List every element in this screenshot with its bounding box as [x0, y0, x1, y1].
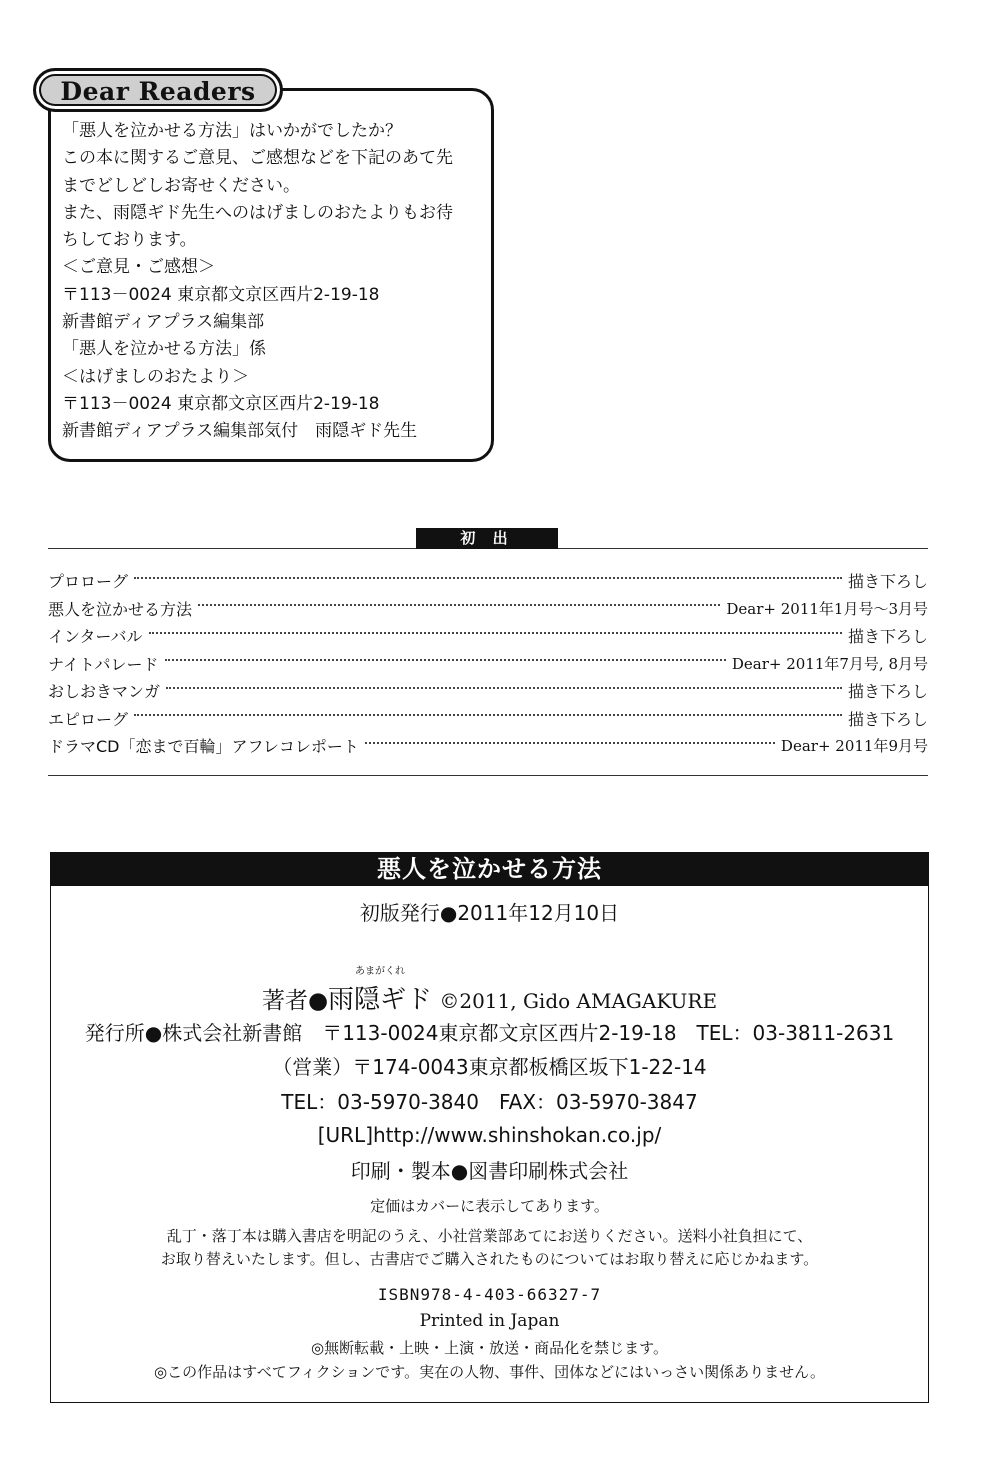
book-title: 悪人を泣かせる方法	[51, 853, 928, 886]
entry-source: 描き下ろし	[847, 709, 928, 729]
dear-readers-label: Dear Readers	[60, 77, 256, 106]
printed-in-japan: Printed in Japan	[419, 1311, 560, 1331]
entry-title: ドラマCD「恋まで百輪」アフレコレポート	[48, 737, 359, 757]
dear-readers-text	[62, 118, 492, 446]
isbn: ISBN978-4-403-66327-7	[377, 1285, 602, 1304]
entry-source: 描き下ろし	[847, 627, 928, 647]
copyright: ©2011, Gido AMAGAKURE	[439, 989, 718, 1013]
dot-leader	[165, 659, 726, 661]
author-line	[51, 966, 928, 1016]
dot-leader	[134, 714, 842, 716]
first-edition-date: 初版発行●2011年12月10日	[359, 901, 620, 925]
reader-line: この本に関するご意見、ご感想などを下記のあて先	[62, 148, 453, 169]
entry-source: Dear+ 2011年1月号～3月号	[726, 599, 928, 618]
reader-line: ＜ご意見・ご感想＞	[62, 257, 215, 278]
reader-line: 〒113－0024 東京都文京区西片2-19-18	[62, 284, 380, 305]
reader-line: 「悪人を泣かせる方法」係	[62, 339, 266, 360]
dot-leader	[365, 742, 775, 744]
entry-source: Dear+ 2011年9月号	[780, 737, 928, 756]
dot-leader	[134, 577, 842, 579]
colophon-box	[50, 852, 929, 1403]
author-ruby: あまがくれ	[355, 966, 406, 977]
reader-line: 〒113－0024 東京都文京区西片2-19-18	[62, 393, 380, 414]
reader-line: ちしております。	[62, 230, 197, 251]
author-name: 雨隠ギド	[328, 985, 433, 1015]
first-appearance-row	[48, 705, 928, 733]
printer-line: 印刷・製本●図書印刷株式会社	[350, 1159, 629, 1183]
dot-leader	[166, 687, 842, 689]
entry-source: 描き下ろし	[847, 682, 928, 702]
website-url: [URL]http://www.shinshokan.co.jp/	[317, 1123, 662, 1147]
reader-line: また、雨隠ギド先生へのはげましのおたよりもお待	[62, 202, 453, 223]
first-appearance-row	[48, 650, 928, 678]
defect-note-1: 乱丁・落丁本は購入書店を明記のうえ、小社営業部あてにお送りください。送料小社負担にて、	[166, 1227, 813, 1245]
first-appearance-row	[48, 677, 928, 705]
reader-line: までどしどしお寄せください。	[62, 175, 300, 196]
author-label: 著者●	[261, 988, 329, 1014]
defect-note-2: お取り替えいたします。但し、古書店でご購入されたものについてはお取り替えに応じかねます。	[160, 1250, 819, 1268]
entry-source: Dear+ 2011年7月号, 8月号	[731, 654, 928, 673]
author-name-wrap	[328, 966, 433, 1016]
dear-readers-tab	[33, 68, 283, 112]
entry-source: 描き下ろし	[847, 572, 928, 592]
rights-notice-1: ◎無断転載・上映・上演・放送・商品化を禁じます。	[311, 1339, 668, 1357]
reader-line: ＜はげましのおたより＞	[62, 366, 249, 387]
first-appearance-heading: 初 出	[416, 528, 558, 549]
first-appearance-row	[48, 567, 928, 595]
publisher-line: 発行所●株式会社新書館 〒113-0024東京都文京区西片2-19-18 TEL：03-3811-2631	[84, 1021, 895, 1045]
first-appearance-list	[48, 567, 928, 760]
rights-notice-2: ◎この作品はすべてフィクションです。実在の人物、事件、団体などにはいっさい関係ありません。	[154, 1363, 825, 1381]
entry-title: エピローグ	[48, 709, 129, 729]
first-appearance-row	[48, 622, 928, 650]
tel-fax-line: TEL：03-5970-3840 FAX：03-5970-3847	[281, 1090, 698, 1114]
reader-line: 「悪人を泣かせる方法」はいかがでしたか？	[62, 121, 402, 141]
dot-leader	[149, 632, 842, 634]
entry-title: インターバル	[48, 627, 143, 647]
entry-title: プロローグ	[48, 572, 129, 592]
reader-line: 新書館ディアプラス編集部	[62, 312, 265, 333]
price-note: 定価はカバーに表示してあります。	[370, 1197, 609, 1215]
entry-title: 悪人を泣かせる方法	[48, 599, 193, 619]
entry-title: ナイトパレード	[48, 654, 159, 674]
section-divider-bottom	[48, 775, 928, 776]
first-appearance-row	[48, 595, 928, 623]
first-appearance-row	[48, 732, 928, 760]
entry-title: おしおきマンガ	[48, 682, 161, 702]
reader-line: 新書館ディアプラス編集部気付 雨隠ギド先生	[62, 421, 418, 442]
sales-office-line: （営業）〒174-0043東京都板橋区坂下1-22-14	[272, 1055, 707, 1079]
dot-leader	[198, 604, 720, 606]
